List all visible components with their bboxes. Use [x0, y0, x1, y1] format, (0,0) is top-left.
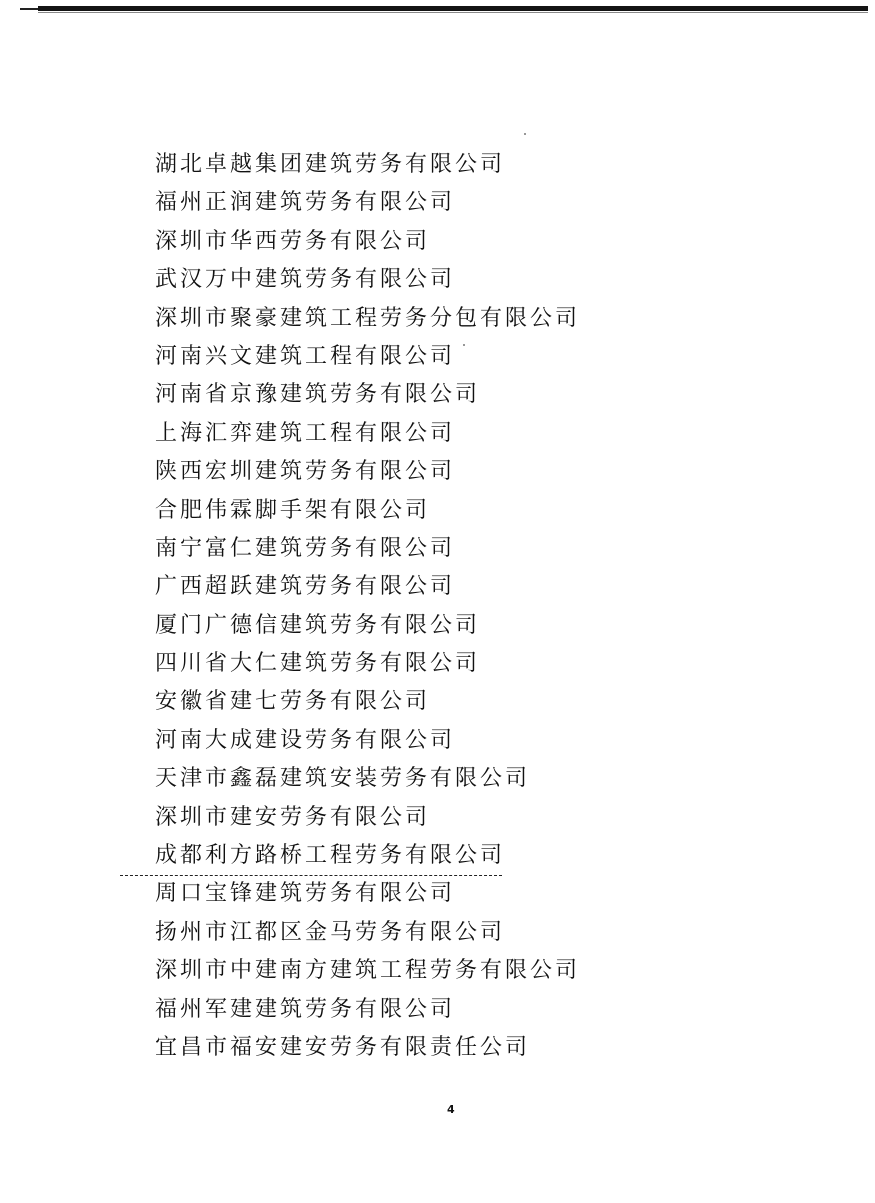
company-item: 武汉万中建筑劳务有限公司	[155, 267, 456, 293]
company-item: 合肥伟霖脚手架有限公司	[155, 497, 431, 523]
handwritten-separator-line	[120, 875, 502, 876]
company-item: 南宁富仁建筑劳务有限公司	[155, 535, 456, 561]
company-item: 深圳市华西劳务有限公司	[155, 228, 431, 254]
company-item: 厦门广德信建筑劳务有限公司	[155, 612, 481, 638]
company-item: 周口宝锋建筑劳务有限公司	[155, 881, 456, 907]
scan-top-border-shadow	[38, 12, 868, 13]
company-item: 成都利方路桥工程劳务有限公司	[155, 843, 506, 869]
page-number: 4	[447, 1103, 455, 1116]
company-item: 河南省京豫建筑劳务有限公司	[155, 382, 481, 408]
company-item: 深圳市聚豪建筑工程劳务分包有限公司	[155, 305, 581, 331]
company-item: 河南兴文建筑工程有限公司	[155, 343, 456, 369]
company-item: 深圳市中建南方建筑工程劳务有限公司	[155, 958, 581, 984]
company-item: 福州正润建筑劳务有限公司	[155, 190, 456, 216]
company-list	[155, 146, 580, 1067]
company-item: 河南大成建设劳务有限公司	[155, 727, 456, 753]
scan-speck	[524, 133, 526, 135]
company-item: 福州军建建筑劳务有限公司	[155, 996, 456, 1022]
company-item: 广西超跃建筑劳务有限公司	[155, 574, 456, 600]
company-item: 安徽省建七劳务有限公司	[155, 689, 431, 715]
company-item: 宜昌市福安建安劳务有限责任公司	[155, 1034, 531, 1060]
company-item: 四川省大仁建筑劳务有限公司	[155, 651, 481, 677]
scan-top-border	[38, 6, 868, 11]
company-item: 陕西宏圳建筑劳务有限公司	[155, 459, 456, 485]
company-item: 湖北卓越集团建筑劳务有限公司	[155, 152, 506, 177]
company-item: 天津市鑫磊建筑安装劳务有限公司	[155, 766, 531, 792]
company-item: 深圳市建安劳务有限公司	[155, 804, 431, 830]
company-item: 上海汇弈建筑工程有限公司	[155, 420, 456, 446]
scan-speck	[463, 344, 465, 346]
company-item: 扬州市江都区金马劳务有限公司	[155, 919, 506, 945]
